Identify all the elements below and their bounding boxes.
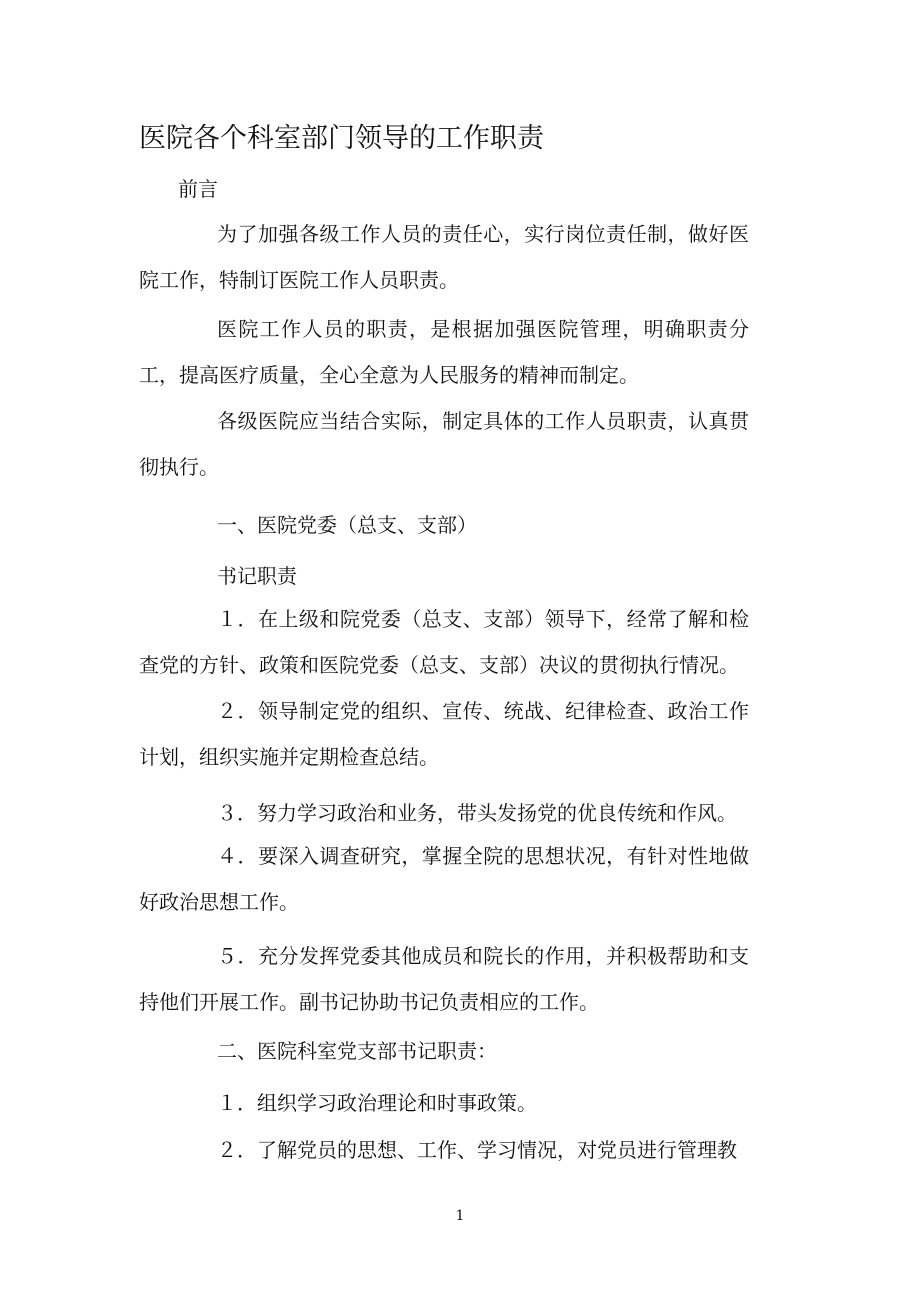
section-1-subheading: 书记职责	[217, 564, 297, 588]
section-2-item-2: ２．了解党员的思想、工作、学习情况，对党员进行管理教	[217, 1138, 737, 1162]
section-1-heading: 一、医院党委（总支、支部）	[217, 513, 477, 537]
section-1-item-5: ５．充分发挥党委其他成员和院长的作用，并积极帮助和支持他们开展工作。副书记协助书记负责相应的工作。	[139, 944, 749, 1014]
section-2-heading: 二、医院科室党支部书记职责：	[217, 1039, 497, 1063]
section-1-item-4: ４．要深入调查研究，掌握全院的思想状况，有针对性地做好政治思想工作。	[139, 844, 749, 914]
preface-heading: 前言	[178, 177, 218, 201]
page-number: 1	[455, 1208, 465, 1224]
section-1-item-1: １．在上级和院党委（总支、支部）领导下，经常了解和检查党的方针、政策和医院党委（总支、支部）决议的贯彻执行情况。	[139, 607, 749, 677]
document-title: 医院各个科室部门领导的工作职责	[139, 123, 544, 154]
section-1-item-3: ３．努力学习政治和业务，带头发扬党的优良传统和作风。	[217, 801, 737, 825]
paragraph-1: 为了加强各级工作人员的责任心，实行岗位责任制，做好医院工作，特制订医院工作人员职责。	[139, 222, 749, 292]
paragraph-2: 医院工作人员的职责，是根据加强医院管理，明确职责分工，提高医疗质量，全心全意为人民服务的精神而制定。	[139, 317, 749, 387]
section-1-item-2: ２．领导制定党的组织、宣传、统战、纪律检查、政治工作计划，组织实施并定期检查总结。	[139, 699, 749, 769]
paragraph-3: 各级医院应当结合实际，制定具体的工作人员职责，认真贯彻执行。	[139, 409, 749, 479]
section-2-item-1: １．组织学习政治理论和时事政策。	[217, 1091, 537, 1115]
